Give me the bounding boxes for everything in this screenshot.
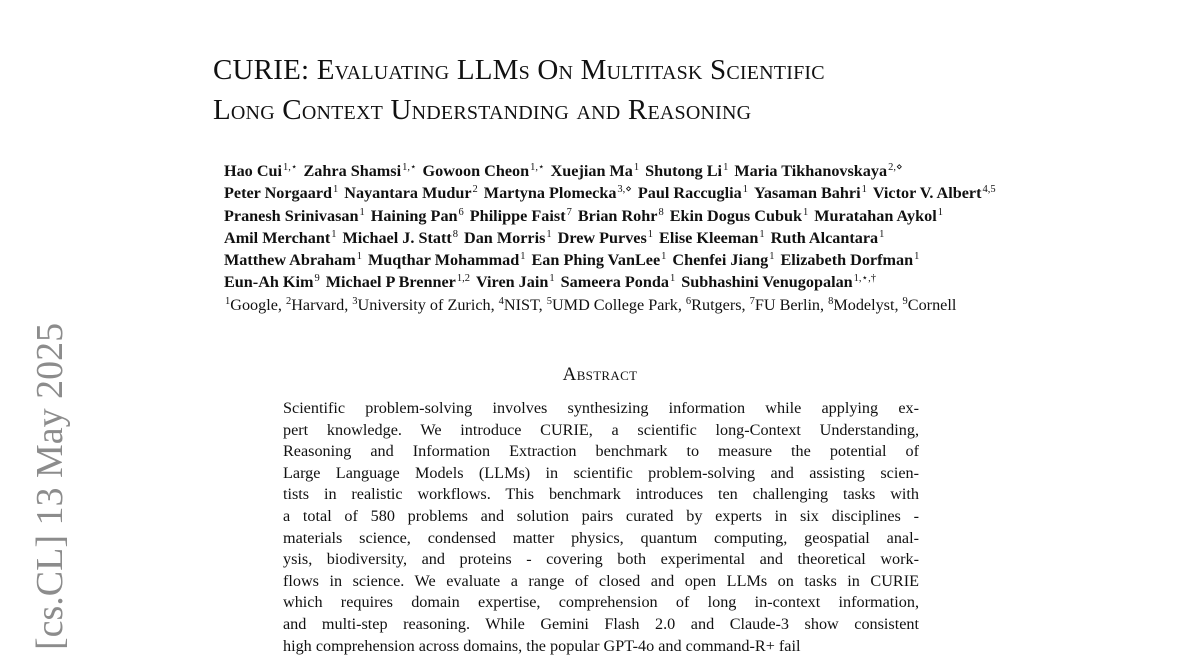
author-name [423, 162, 545, 180]
author-name [681, 273, 876, 291]
author-name-text: Eun-Ah Kim [224, 273, 314, 292]
author-name [672, 251, 774, 269]
abstract-line: a total of 580 problems and solution pairs curated by experts in six disciplines - [283, 506, 919, 525]
author-affiliation-marker: 1,⋆,† [853, 273, 876, 285]
author-name [638, 184, 748, 202]
author-name [873, 184, 996, 202]
author-name-text: Paul Raccuglia [637, 184, 742, 203]
author-affiliation-marker: 1 [723, 162, 729, 173]
author-name [224, 273, 320, 291]
author-name [224, 162, 297, 180]
author-name-text: Muratahan Aykol [814, 206, 937, 225]
author-name [561, 273, 676, 291]
author-name [224, 207, 365, 225]
author-name-text: Xuejian Ma [550, 162, 633, 180]
affiliation [224, 296, 282, 314]
author-affiliation-marker: 8 [452, 228, 458, 240]
author-name-text: Elizabeth Dorfman [780, 251, 914, 270]
author-name-text: Amil Merchant [224, 228, 331, 247]
affiliation-marker: 6 [685, 295, 692, 307]
author-name [659, 229, 765, 247]
author-name [464, 229, 552, 247]
author-affiliation-marker: 1 [520, 251, 526, 263]
author-block [224, 160, 1199, 316]
author-affiliation-marker: 1 [549, 273, 555, 285]
author-affiliation-marker: 1,2 [456, 273, 470, 285]
affiliation [749, 296, 825, 314]
affiliation-marker: 5 [546, 295, 552, 307]
author-name [303, 162, 416, 180]
paper-title [213, 50, 1173, 130]
author-name [224, 229, 337, 247]
affiliation-name: FU Berlin, [754, 295, 825, 314]
author-name [368, 251, 526, 269]
affiliation-marker: 3 [352, 295, 358, 307]
affiliation-name: Modelyst, [833, 295, 899, 314]
author-affiliation-marker: 1 [546, 228, 552, 240]
affiliation [351, 296, 494, 314]
author-affiliation-marker: 4,5 [982, 184, 996, 196]
author-affiliation-marker: 1 [879, 228, 885, 240]
author-name-text: Brian Rohr [577, 206, 658, 225]
abstract-line: materials science, condensed matter physics, quantum computing, geospatial anal- [283, 528, 919, 547]
affiliation-name: University of Zurich, [357, 295, 495, 314]
author-name [476, 273, 555, 291]
author-name [780, 251, 919, 269]
author-affiliation-marker: 1 [331, 228, 337, 240]
affiliation-marker: 8 [828, 295, 834, 307]
author-name-text: Pranesh Srinivasan [224, 206, 359, 225]
abstract-line: which requires domain expertise, comprehension of long in-context information, [283, 593, 919, 612]
author-affiliation-marker: 8 [658, 206, 664, 218]
author-name-text: Muqthar Mohammad [368, 251, 520, 270]
author-name [558, 229, 653, 247]
author-name-text: Philippe Faist [469, 206, 566, 225]
author-affiliation-marker: 1 [861, 184, 867, 196]
author-name-text: Subhashini Venugopalan [681, 273, 853, 292]
author-name-text: Victor V. Albert [872, 184, 982, 203]
author-name-text: Michael P Brenner [325, 273, 456, 292]
author-affiliation-marker: 1 [742, 184, 748, 196]
affiliation [546, 296, 682, 314]
author-name [343, 229, 459, 247]
author-name-text: Gowoon Cheon [422, 162, 530, 180]
author-name [551, 162, 640, 180]
author-name [670, 207, 809, 225]
author-name [771, 229, 885, 247]
author-name-text: Yasaman Bahri [754, 184, 861, 203]
author-line [224, 160, 1199, 182]
author-name-text: Chenfei Jiang [672, 251, 769, 270]
arxiv-sidebar-stamp: [cs.CL] 13 May 2025 [29, 322, 71, 650]
author-name-text: Ruth Alcantara [770, 228, 879, 247]
affiliation-name: Google, [230, 295, 282, 314]
author-affiliation-marker: 1 [633, 162, 640, 173]
author-name [224, 251, 362, 269]
author-name-text: Maria Tikhanovskaya [734, 162, 888, 180]
affiliation-name: Cornell [907, 295, 957, 314]
affiliation-name: Rutgers, [691, 295, 746, 314]
author-line [224, 249, 1199, 271]
affiliation-marker: 2 [285, 295, 292, 307]
author-name [645, 162, 728, 180]
abstract-line: high comprehension across domains, the popular GPT-4o and command-R+ fail [283, 636, 801, 655]
author-name-text: Shutong Li [645, 162, 723, 180]
author-affiliation-marker: 1 [802, 206, 809, 218]
affiliation-marker: 1 [225, 295, 231, 307]
author-affiliation-marker: 1 [769, 251, 775, 263]
author-line [224, 205, 1199, 227]
abstract-line: ysis, biodiversity, and proteins - covering both experimental and theoretical work- [283, 550, 919, 569]
author-affiliation-marker: 1 [661, 251, 667, 263]
author-affiliation-marker: 2 [472, 184, 478, 196]
author-name [224, 184, 338, 202]
author-name-text: Peter Norgaard [224, 184, 333, 203]
abstract-heading [0, 364, 1200, 386]
author-name-text: Nayantara Mudur [344, 184, 472, 203]
author-affiliation-marker: 1,⋆ [530, 162, 545, 173]
affiliation [285, 296, 348, 314]
author-name-text: Elise Kleeman [659, 228, 759, 247]
title-line: Long Context Understanding and Reasoning [213, 94, 752, 126]
author-name [344, 184, 478, 202]
author-name-text: Sameera Ponda [560, 273, 669, 292]
author-affiliation-marker: 1 [359, 206, 365, 218]
abstract-line: pert knowledge. We introduce CURIE, a scientific long-Context Understanding, [283, 420, 919, 439]
author-affiliation-marker: 2,⋄ [888, 162, 903, 173]
affiliation-marker: 4 [498, 295, 504, 307]
author-affiliation-marker: 9 [314, 273, 320, 285]
author-affiliation-marker: 1 [759, 228, 765, 240]
title-line: CURIE: Evaluating LLMs On Multitask Scientific [213, 54, 825, 86]
author-name-text: Haining Pan [370, 206, 458, 225]
author-affiliation-marker: 1 [333, 184, 339, 196]
author-name [484, 184, 632, 202]
author-affiliation-marker: 6 [458, 206, 464, 218]
affiliation-marker: 9 [902, 295, 908, 307]
author-affiliation-marker: 1 [937, 206, 943, 218]
author-name [754, 184, 867, 202]
author-affiliation-marker: 1 [914, 251, 920, 263]
abstract-line: tists in realistic workflows. This benchmark introduces ten challenging tasks with [283, 485, 919, 504]
affiliation [685, 296, 746, 314]
affiliation [902, 296, 957, 314]
abstract-line: Scientific problem-solving involves synthesizing information while applying ex- [283, 399, 919, 417]
affiliation [498, 296, 543, 314]
author-affiliation-marker: 1,⋆ [283, 162, 298, 173]
author-name [734, 162, 902, 180]
author-affiliation-marker: 3,⋄ [617, 184, 632, 196]
author-name-text: Viren Jain [475, 273, 549, 292]
author-name [371, 207, 464, 225]
author-name-text: Ekin Dogus Cubuk [669, 206, 802, 225]
abstract-line: and multi-step reasoning. While Gemini Flash 2.0 and Claude-3 show consistent [283, 614, 919, 633]
author-name [814, 207, 943, 225]
author-name-text: Hao Cui [224, 162, 283, 180]
author-line [224, 271, 1199, 293]
affiliations-line [224, 294, 1199, 316]
author-name-text: Ean Phing VanLee [531, 251, 661, 270]
author-name-text: Martyna Plomecka [483, 184, 617, 203]
author-name-text: Matthew Abraham [224, 251, 356, 270]
author-affiliation-marker: 7 [566, 206, 572, 218]
abstract-line: Reasoning and Information Extraction benchmark to measure the potential of [283, 442, 919, 461]
author-name-text: Drew Purves [557, 228, 647, 247]
author-name [326, 273, 470, 291]
author-line [224, 227, 1199, 249]
affiliation [827, 296, 898, 314]
author-name [532, 251, 667, 269]
author-line [224, 182, 1199, 204]
author-affiliation-marker: 1 [647, 228, 654, 240]
abstract-line: Large Language Models (LLMs) in scientific problem-solving and assisting scien- [283, 463, 919, 482]
affiliation-name: NIST, [503, 295, 543, 314]
author-affiliation-marker: 1,⋆ [402, 162, 417, 173]
author-name [470, 207, 572, 225]
affiliation-name: Harvard, [291, 295, 349, 314]
author-affiliation-marker: 1 [669, 273, 676, 285]
author-name-text: Michael J. Statt [342, 228, 452, 247]
author-name-text: Dan Morris [464, 228, 546, 247]
affiliation-name: UMD College Park, [551, 295, 682, 314]
abstract-body [283, 398, 919, 657]
abstract-heading-text: Abstract [562, 364, 638, 385]
author-name [578, 207, 664, 225]
affiliation-marker: 7 [749, 295, 755, 307]
abstract-line: flows in science. We evaluate a range of closed and open LLMs on tasks in CURIE [283, 571, 919, 590]
author-affiliation-marker: 1 [356, 251, 362, 263]
author-name-text: Zahra Shamsi [303, 162, 402, 180]
